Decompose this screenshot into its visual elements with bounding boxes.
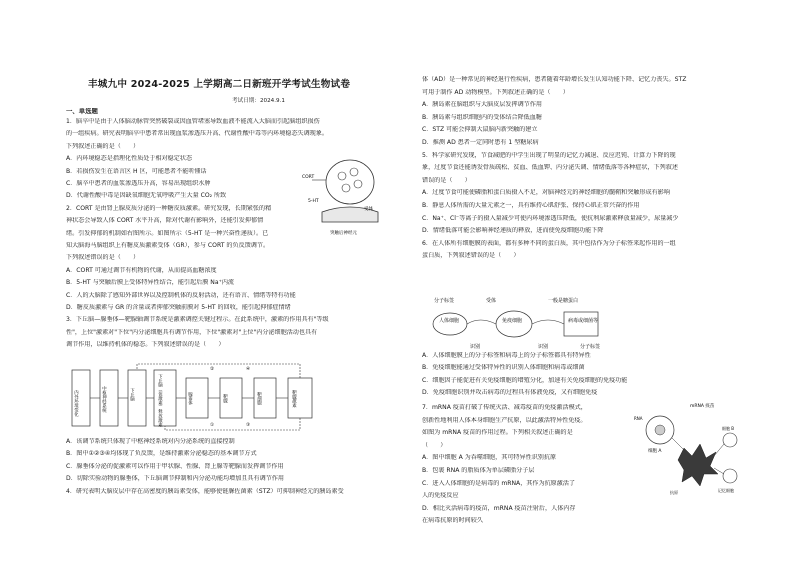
text-line: 人的免疫反应: [422, 492, 459, 500]
text-line: 绪。引发抑郁的机制如右图所示。如图所示（5-HT 是一种兴奋性递质）。已: [66, 229, 269, 237]
text-line: 神状态会导致人体 CORT 水平升高，除对代谢有影响外，还能引发抑郁情: [66, 217, 264, 225]
text-line: D．免疫细胞识别并攻击病毒的过程具有体液免疫，又有细胞免疫: [422, 389, 598, 397]
text-line: B．静息人体所需的大量元素之一，具有维持心肌舒张、保持心肌正常兴奋的作用: [422, 202, 640, 209]
text-line: 1．脑卒中是由于人体脑动脉管突然破裂或因血管堵塞导致血液不能流入大脑而引起脑组织损伤: [66, 118, 320, 125]
synapse-figure: [302, 150, 392, 240]
memory-cell: [723, 469, 737, 483]
exam-date: 考试日期：2024.9.1: [232, 98, 285, 104]
vesicle: [350, 168, 358, 176]
text-line: 2．CORT 是由肾上腺皮质分泌的一种糖皮质激素。研究发现，长期紧张的精: [66, 204, 272, 212]
tag-label: 分子标签: [434, 298, 455, 304]
text-line: 知大脑海马脑组织上有糖皮质激素受体（GR），参与 CORT 的负反馈调节。: [66, 242, 270, 249]
text-line: 调节作用，以维持机体的稳态。下列叙述错误的是（ ）: [66, 341, 225, 349]
text-line: （ ）: [422, 441, 447, 449]
text-line: C．腺垂体分泌的促激素可以作用于甲状腺、性腺、肾上腺等靶腺而发挥调节作用: [66, 462, 284, 470]
text-line: C．人的大脑除了感知外部世界以及控制机体的反射活动，还有语言、情绪等特有功能: [66, 291, 296, 299]
num-4: ④: [246, 367, 251, 372]
text-line: A．内环境稳态是指理化性质处于相对稳定状态: [66, 155, 193, 163]
text-line: C．细胞因子能促进有关免疫细胞的增殖分化，加速有关免疫细胞的免疫功能: [422, 376, 628, 384]
text-line: C．脑卒中患者的血浆渗透压升高，容易出现组织水肿: [66, 180, 211, 187]
num-3: ③: [246, 423, 251, 428]
hypothalamus-hormone-label: 下丘脑（促激素）释放激素: [157, 374, 163, 427]
effect-label: 靶腺激素: [291, 390, 297, 408]
target-label: 靶细胞: [256, 392, 262, 406]
text-line: 在病毒抗原的时间较久: [422, 517, 483, 525]
pathogen-label: 病毒或细菌等: [568, 318, 599, 324]
pituitary-label: 腺垂体: [187, 392, 193, 406]
text-line: A．胰岛素在脑组织与大脑皮层发挥调节作用: [422, 101, 542, 109]
text-line: C．Na⁺、Cl⁻等离子的摄入量减少可使内环境渗透压降低，使抗利尿激素释放量减少，尿量减少: [422, 214, 679, 222]
text-line: 6．在人体所有细胞膜的表面，都有多种不同的蛋白质，其中包括作为分子标签来起作用的一组: [422, 239, 676, 247]
text-line: C．STZ 可能会抑制大鼠脑内新突触的建立: [422, 126, 538, 134]
cell-b: [723, 433, 737, 447]
text-line: 7．mRNA 疫苗打破了传统灭活、减毒疫苗的免疫激活模式，: [422, 404, 587, 411]
vesicle: [342, 184, 350, 192]
human-cell-label: 人体细胞: [439, 318, 460, 324]
text-line: 5．科学家研究发现，节食减肥的中学生出现了明显的记忆力减退、反应迟钝、计算力下降的现: [422, 151, 676, 159]
text-line: D．切除实验动物的腺垂体，下丘脑调节抑制和内分泌功能均增加且具有调节作用: [66, 475, 284, 483]
immune-cell-label: 免疫细胞: [502, 318, 523, 324]
recognize-1: 识别: [470, 344, 481, 350]
ht-label: 5-HT: [308, 199, 319, 204]
text-line: A．人体细胞膜上的分子标签和病毒上的分子标签都具有特异性: [422, 352, 591, 359]
cort-label: CORT: [302, 175, 315, 180]
vaccine-label: mRNA 疫苗: [690, 404, 715, 409]
text-line: A．图中细胞 A 为吞噬细胞，其可特异性识别抗原: [422, 454, 557, 462]
text-line: D．相比灭活病毒的疫苗，mRNA 疫苗注射后，人体内存: [422, 504, 576, 512]
text-line: 蛋白质，下列叙述错误的是（ ）: [422, 252, 520, 260]
receptor-label: 受体: [364, 207, 373, 212]
text-line: A．该调节系统只体现了中枢神经系统对内分泌系统的直接控制: [66, 438, 235, 445]
text-line: B．包裹 RNA 的脂质体为单层磷脂分子层: [422, 467, 535, 474]
text-line: A．过度节食可能使磷脂和蛋白质摄入不足，对脑神经元的神经细胞的髓鞘和突触形成有影响: [422, 189, 670, 197]
mrna-vaccine-figure: [630, 400, 750, 500]
text-line: 创新性地利用人体本身细胞生产抗原，以此激活特异性免疫。: [422, 416, 587, 424]
text-line: B．免疫细胞能通过受体特异性的识别人体细胞和病毒或细菌: [422, 364, 585, 372]
text-line: 如图为 mRNA 疫苗的作用过程。下列相关叙述正确的是: [422, 429, 573, 437]
cell-a-label: 细胞 A: [648, 449, 662, 454]
cns-label: 中枢神经系统: [101, 386, 107, 413]
dendritic-cell: [678, 444, 718, 486]
exam-title: 丰城九中 2024-2025 上学期高二日新班开学考试生物试卷: [88, 79, 351, 90]
text-line: D．代谢性酸中毒是因缺氧细胞无氧呼吸产生大量 CO₂ 所致: [66, 192, 227, 200]
section-heading: 一、单选题: [66, 108, 98, 115]
text-line: 下列叙述正确的是（ ）: [66, 142, 140, 150]
hormone-axis-figure: [70, 360, 390, 434]
env-label: 内外环境变化: [73, 390, 79, 417]
hypothalamus-label: 下丘脑: [129, 388, 135, 402]
num-1: ①: [210, 423, 215, 428]
text-line: 可用于制作 AD 动物模型。下列叙述正确的是（ ）: [422, 88, 569, 96]
text-line: D．糖皮质激素与 GR 的含量或者抑郁突触前膜对 5-HT 的回收，能引起抑郁症情绪: [66, 304, 291, 311]
text-line: C．进入人体细胞的是病毒的 mRNA，其作为抗原激活了: [422, 479, 576, 487]
presynaptic-terminal: [326, 160, 374, 204]
num-2: ②: [210, 367, 215, 372]
pathogen-box: [564, 312, 598, 336]
rna-label: RNA: [634, 416, 643, 421]
text-line: B．5-HT 与突触后膜上受体特异性结合，能引起后膜 Na⁺内流: [66, 279, 235, 287]
vesicle: [354, 180, 362, 188]
vesicle: [338, 172, 346, 180]
text-line: A．CORT 可通过调节有机物的代谢，从而提高血糖浓度: [66, 266, 217, 274]
memory-label: 记忆细胞: [718, 488, 734, 493]
glycoprotein-label: 一般是糖蛋白: [548, 298, 579, 304]
text-line: B．图中①②③④均体现了负反馈，是维持激素分泌稳态的基本调节方式: [66, 450, 257, 458]
text-line: B．若损伤发生在语言区 H 区，可能患者不能听懂话: [66, 167, 207, 175]
tag-label-bottom: 分子标签: [580, 344, 601, 350]
text-line: 3．下丘脑—腺垂体—靶腺轴调节系统是激素调控关键过程示。在此系统中，激素的作用具有"等级: [66, 316, 329, 324]
text-line: D．推测 AD 患者一定同时患有 1 型糖尿病: [422, 139, 539, 146]
molecular-tag-figure: [430, 294, 630, 352]
recognize-2: 识别: [538, 344, 549, 350]
immune-cell: [496, 311, 532, 337]
text-line: 象，过度节食还能诱发骨质疏松、贫血、低血钾、内分泌失调、情绪低落等各种症状，下列叙述: [422, 164, 678, 172]
text-line: 体（AD）是一种常见的神经退行性疾病，患者随着年龄增长发生认知功能下降、记忆力丧失。STZ: [422, 76, 687, 83]
receptor-label: 受体: [486, 298, 497, 304]
text-line: B．胰岛素与组织细胞内的受体结合降低血糖: [422, 113, 542, 121]
text-line: 下列叙述错误的是（ ）: [66, 254, 140, 262]
text-line: 的一组疾病。研究表明脑卒中患者常出现血浆渗透压升高、代谢性酸中毒等内环境稳态失调现象。: [66, 130, 329, 138]
text-line: 4．研究表明大脑皮层中存在高密度的胰岛素受体，能够使链脲佐菌素（STZ）可抑制神经元的胰岛素受: [66, 487, 344, 495]
antigen-label: 抗原: [670, 490, 678, 495]
text-line: D．情绪低落可能会影响神经递质的释放，进而使免疫细胞功能下降: [422, 227, 604, 235]
text-line: 性"，上位"激素对"下位"内分泌细胞具有调节作用，下位"激素对"上位"内分泌细胞活动也具有: [66, 328, 318, 336]
human-cell: [433, 313, 467, 335]
postsynaptic-label: 突触后神经元: [330, 231, 357, 236]
cell-b-label: 细胞 B: [722, 426, 735, 431]
gland-label: 靶腺: [222, 394, 228, 403]
text-line: 错误的是（ ）: [422, 176, 471, 184]
